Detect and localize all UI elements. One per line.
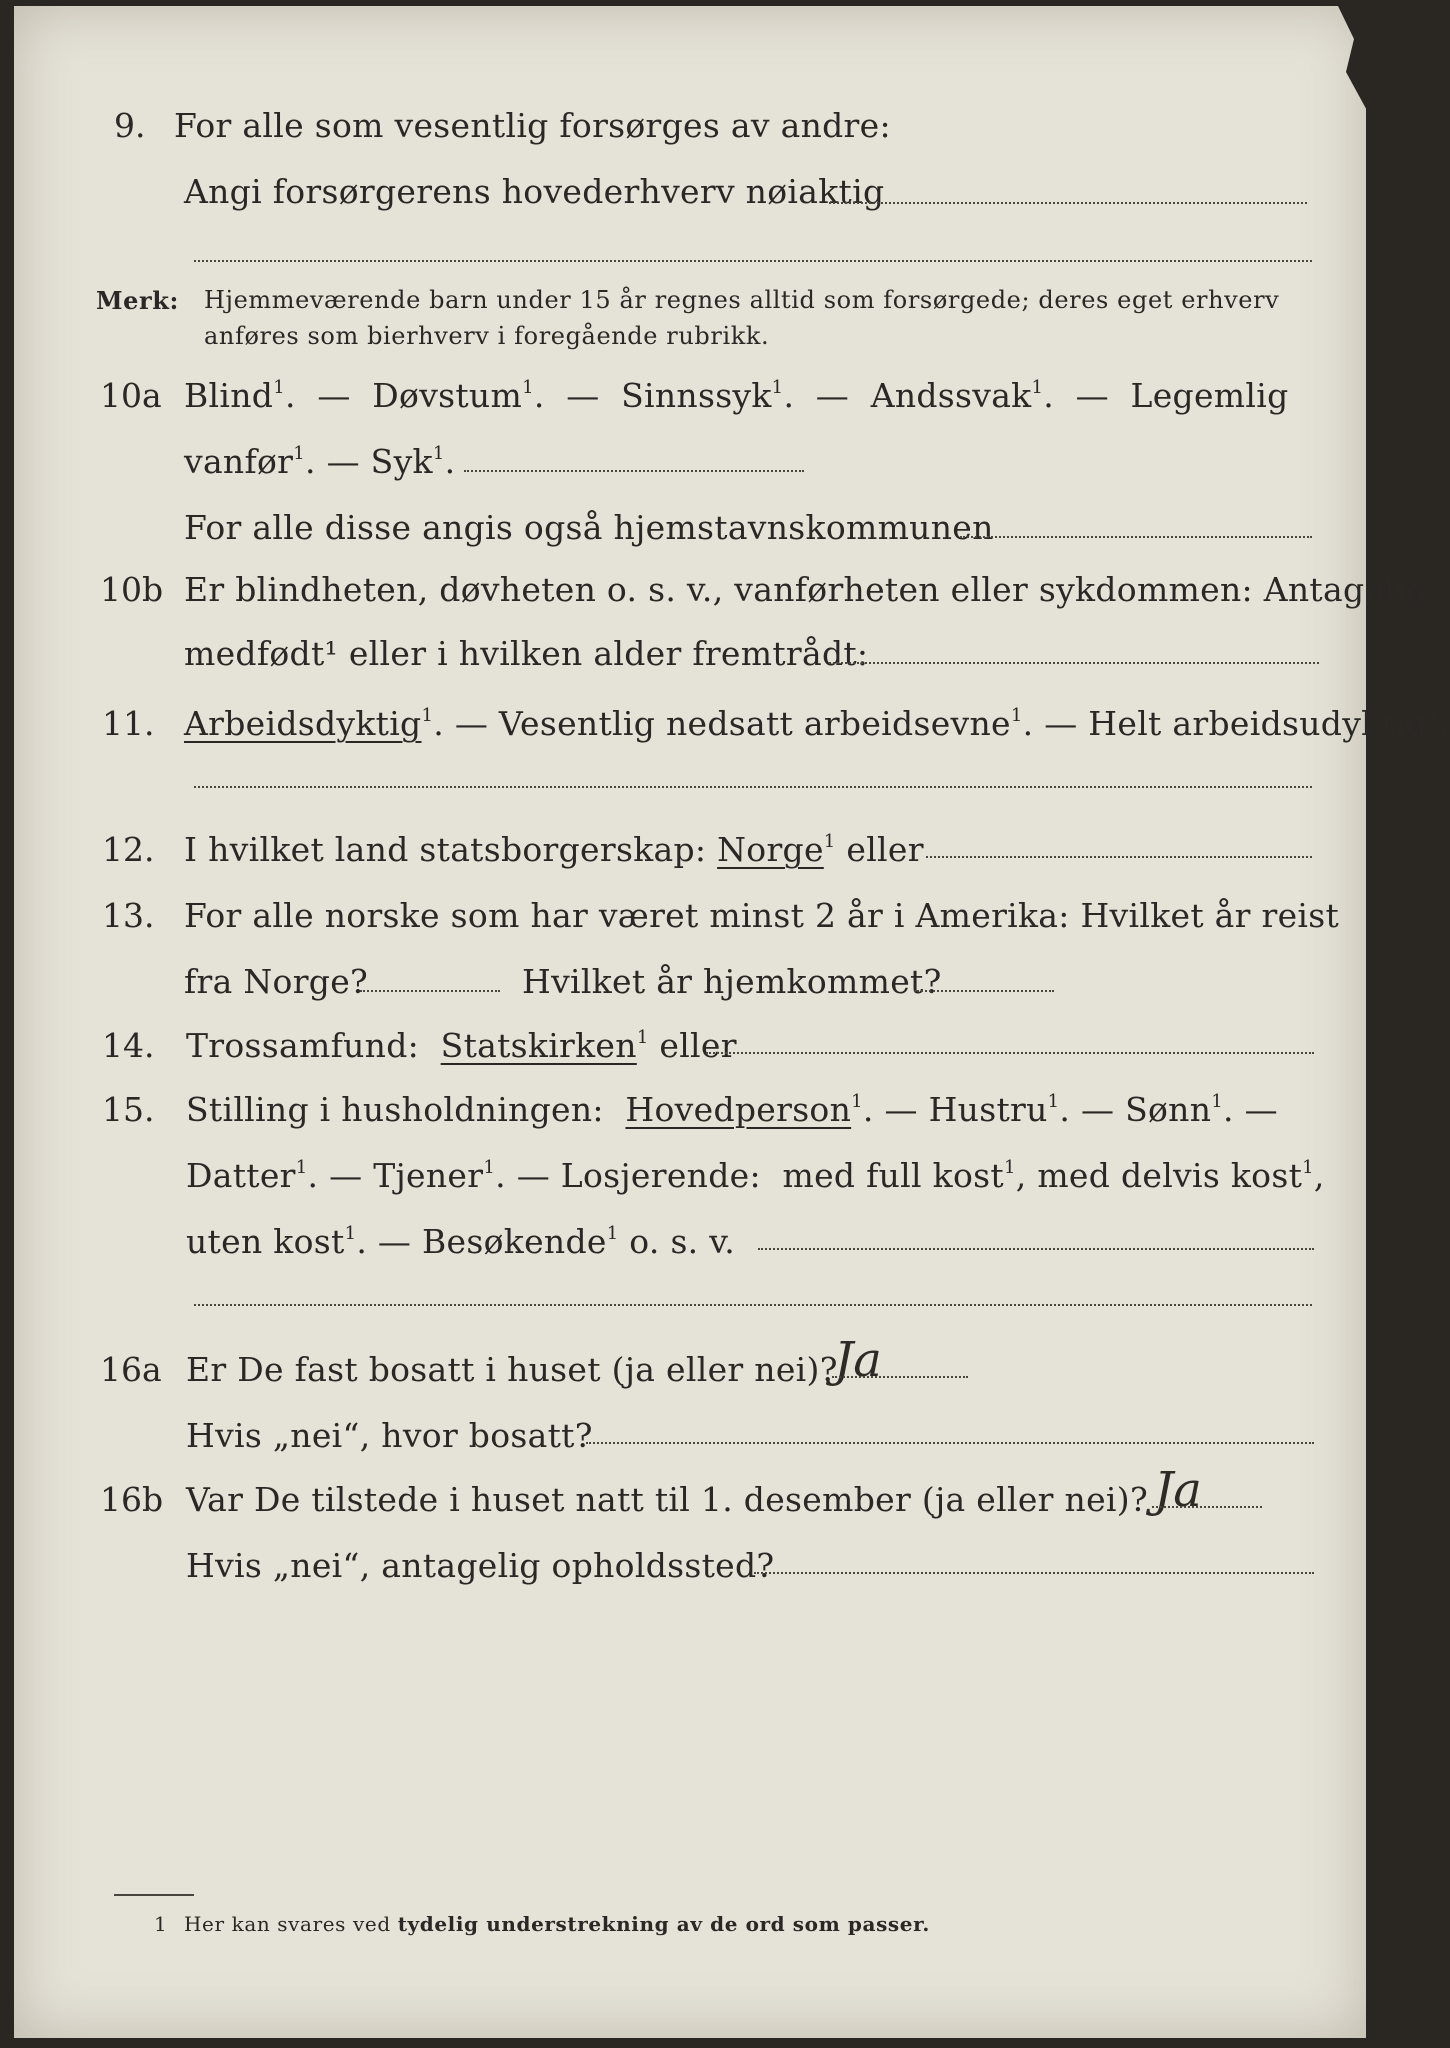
footnote-mark: 1 [154,1912,168,1936]
q11-selected-option: Arbeidsdyktig [184,704,422,743]
q16a-answer-line[interactable] [832,1376,968,1378]
q13-hjemkommet-line[interactable] [914,990,1054,992]
q16a-handwritten-answer[interactable]: Ja [834,1332,882,1388]
q15-line1: Stilling i husholdningen: Hovedperson$^1$. — Hustru$^1$. — Sønn$^1$. — [186,1090,1278,1129]
q15-line3: uten kost$^1$. — Besøkende$^1$ o. s. v. [186,1222,736,1261]
q11-number: 11. [102,704,155,743]
q9-line1: For alle som vesentlig forsørges av andre: [174,106,891,145]
q14-answer-line[interactable] [706,1052,1314,1054]
q10b-line1: Er blindheten, døvheten o. s. v., vanførheten eller sykdommen: Antagelig [184,570,1428,609]
merk-line2: anføres som bierhverv i foregående rubrikk. [204,322,770,350]
q15-number: 15. [102,1090,155,1129]
q16a-bosatt-line[interactable] [586,1442,1314,1444]
q10a-number: 10a [100,376,162,415]
q12-answer-line[interactable] [926,856,1312,858]
q9-number: 9. [114,106,146,145]
q16b-handwritten-answer[interactable]: Ja [1154,1462,1202,1518]
q15-selected-option: Hovedperson [625,1090,852,1129]
q13-line2b: Hvilket år hjemkommet? [522,962,942,1001]
q13-reist-line[interactable] [360,990,500,992]
census-form-page [14,6,1450,2038]
q16b-line1: Var De tilstede i huset natt til 1. desember (ja eller nei)? [186,1480,1148,1519]
q16a-line2: Hvis „nei“, hvor bosatt? [186,1416,593,1455]
footnote-rule [114,1894,194,1896]
q15-extra-line[interactable] [194,1304,1312,1306]
q9-extra-line[interactable] [194,260,1312,262]
q10b-line2: medfødt¹ eller i hvilken alder fremtrådt: [184,634,869,673]
merk-line1: Hjemmeværende barn under 15 år regnes alltid som forsørgede; deres eget erhverv [204,286,1280,314]
q16a-line1: Er De fast bosatt i huset (ja eller nei)? [186,1350,838,1389]
q13-number: 13. [102,896,155,935]
q13-line2a: fra Norge? [184,962,369,1001]
q11-extra-line[interactable] [194,786,1312,788]
q15-line2: Datter$^1$. — Tjener$^1$. — Losjerende: med full kost$^1$, med delvis kost$^1$, [186,1156,1325,1195]
q14-answer: Statskirken [440,1026,637,1065]
footnote-text: Her kan svares ved tydelig understrekning av de ord som passer. [184,1912,930,1936]
merk-label: Merk: [96,286,179,315]
q16b-opholdssted-line[interactable] [754,1572,1314,1574]
q16a-number: 16a [100,1350,162,1389]
q15-answer-line[interactable] [758,1248,1314,1250]
q16b-answer-line[interactable] [1152,1506,1262,1508]
q14-line: Trossamfund: Statskirken$^1$ eller [186,1026,737,1065]
q14-number: 14. [102,1026,155,1065]
q11-options: Arbeidsdyktig$^1$. — Vesentlig nedsatt arbeidsevne$^1$. — Helt arbeidsudyktig$^1$. [184,704,1450,743]
q10a-answer-line[interactable] [464,470,804,472]
q10a-line2: vanfør$^1$. — Syk$^1$. [184,442,456,481]
q10a-line3: For alle disse angis også hjemstavnskommunen [184,508,994,547]
q10b-answer-line[interactable] [829,662,1319,664]
q9-line2: Angi forsørgerens hovederhverv nøiaktig [184,172,885,211]
q13-line1: For alle norske som har været minst 2 år i Amerika: Hvilket år reist [184,896,1340,935]
q12-answer: Norge [717,830,824,869]
q16b-number: 16b [100,1480,164,1519]
q12-number: 12. [102,830,155,869]
q10a-hjemstavn-line[interactable] [960,536,1312,538]
q9-answer-line[interactable] [829,202,1307,204]
q10b-number: 10b [100,570,164,609]
q16b-line2: Hvis „nei“, antagelig opholdssted? [186,1546,775,1585]
q10a-line1: Blind$^1$. — Døvstum$^1$. — Sinnssyk$^1$. — Andssvak$^1$. — Legemlig [184,376,1289,415]
torn-corner [1330,6,1370,116]
q12-line: I hvilket land statsborgerskap: Norge$^1$ eller [184,830,924,869]
